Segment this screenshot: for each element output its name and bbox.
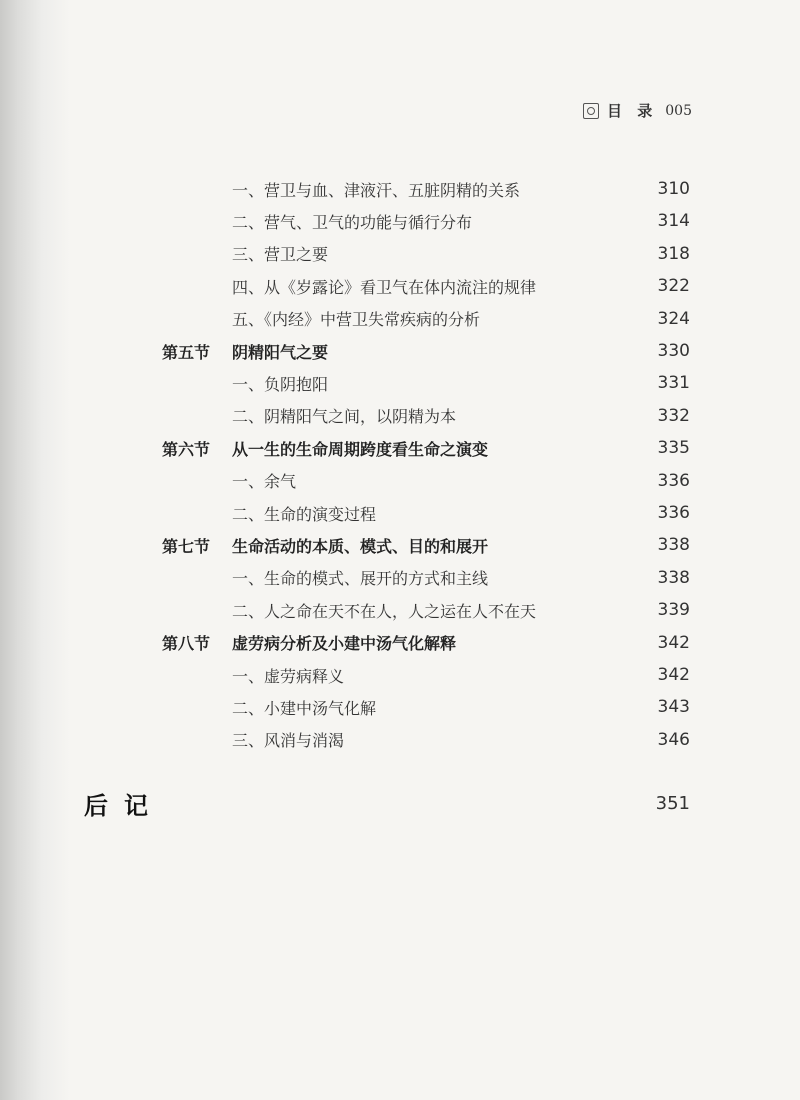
section-title: 生命活动的本质、模式、目的和展开 — [232, 536, 489, 556]
entry-title: 二、营气、卫气的功能与循行分布 — [232, 212, 473, 232]
section-label: 第六节 — [162, 439, 211, 459]
section-title: 阴精阳气之要 — [232, 342, 329, 362]
entry-page-number: 338 — [657, 567, 690, 588]
entry-title: 二、人之命在天不在人，人之运在人不在天 — [232, 601, 537, 621]
afterword-page: 351 — [655, 792, 690, 814]
entry-page-number: 338 — [657, 535, 690, 556]
header-title: 目 录 — [607, 102, 658, 120]
toc-section[interactable] — [0, 627, 800, 659]
section-label: 第七节 — [162, 536, 211, 556]
entry-title: 二、生命的演变过程 — [232, 504, 377, 524]
toc-entry[interactable] — [0, 400, 800, 432]
entry-title: 四、从《岁露论》看卫气在体内流注的规律 — [232, 277, 537, 297]
entry-title: 二、阴精阳气之间，以阴精为本 — [232, 407, 457, 427]
section-label: 第八节 — [162, 634, 211, 654]
entry-page-number: 336 — [657, 503, 690, 523]
entry-title: 三、营卫之要 — [232, 245, 329, 265]
entry-page-number: 342 — [657, 665, 690, 685]
entry-page-number: 318 — [657, 243, 690, 264]
toc-entry[interactable] — [0, 238, 800, 270]
toc-entry[interactable] — [0, 465, 800, 497]
toc-entry[interactable] — [0, 724, 800, 756]
toc-entry[interactable] — [0, 562, 800, 594]
entry-page-number: 343 — [657, 697, 690, 718]
entry-page-number: 336 — [657, 470, 690, 491]
book-emblem-icon — [583, 103, 599, 119]
entry-page-number: 331 — [657, 373, 690, 394]
entry-page-number: 346 — [657, 729, 690, 750]
toc-section[interactable] — [0, 432, 800, 464]
entry-title: 一、余气 — [232, 472, 297, 492]
entry-page-number: 324 — [657, 308, 690, 329]
section-title: 从一生的生命周期跨度看生命之演变 — [232, 439, 489, 459]
running-header — [583, 100, 692, 121]
toc-section[interactable] — [0, 529, 800, 561]
section-title: 虚劳病分析及小建中汤气化解释 — [232, 634, 457, 654]
toc-entry[interactable] — [0, 173, 800, 205]
entry-page-number: 335 — [657, 438, 690, 459]
toc-section[interactable] — [0, 335, 800, 367]
toc-entry[interactable] — [0, 270, 800, 302]
toc-entry[interactable] — [0, 659, 800, 691]
toc-entry[interactable] — [0, 594, 800, 626]
header-page-number: 005 — [665, 102, 692, 119]
toc-entry[interactable] — [0, 367, 800, 399]
toc-entry[interactable] — [0, 691, 800, 723]
afterword-title: 后记 — [84, 790, 164, 820]
entry-title: 三、风消与消渴 — [232, 731, 345, 751]
entry-page-number: 314 — [657, 211, 690, 232]
toc-entry[interactable] — [0, 497, 800, 529]
entry-page-number: 342 — [657, 632, 690, 653]
entry-page-number: 339 — [657, 600, 690, 621]
entry-title: 一、负阴抱阳 — [232, 374, 329, 394]
toc-afterword[interactable] — [0, 787, 800, 819]
toc-entry[interactable] — [0, 303, 800, 335]
entry-title: 一、营卫与血、津液汗、五脏阴精的关系 — [232, 180, 521, 200]
entry-page-number: 330 — [657, 341, 690, 361]
entry-title: 一、虚劳病释义 — [232, 666, 345, 686]
entry-page-number: 332 — [657, 405, 690, 426]
entry-title: 二、小建中汤气化解 — [232, 698, 377, 718]
entry-title: 一、生命的模式、展开的方式和主线 — [232, 569, 489, 589]
toc-entry[interactable] — [0, 205, 800, 237]
section-label: 第五节 — [162, 342, 211, 362]
entry-page-number: 322 — [657, 276, 690, 297]
entry-page-number: 310 — [657, 179, 690, 199]
entry-title: 五、《内经》中营卫失常疾病的分析 — [232, 310, 481, 330]
